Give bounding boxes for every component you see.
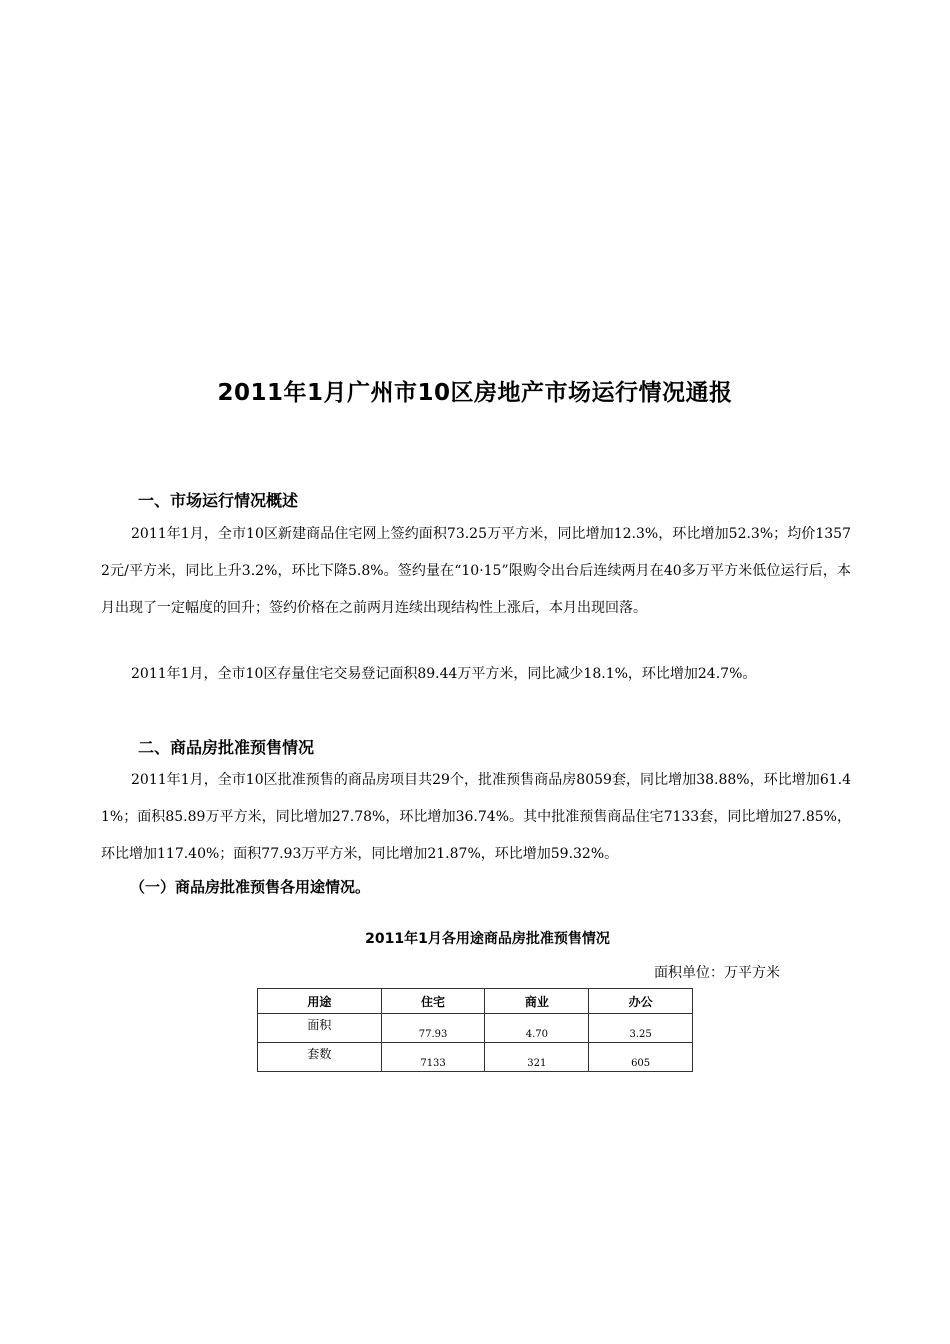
presale-subheading: （一）商品房批准预售各用途情况。 xyxy=(130,878,371,896)
table-row-label: 套数 xyxy=(258,1043,382,1072)
table-header-cell: 办公 xyxy=(589,989,693,1014)
table-header-cell: 商业 xyxy=(485,989,589,1014)
overview-paragraph-2: 2011年1月，全市10区存量住宅交易登记面积89.44万平方米，同比减少18.1%，环比增加24.7%。 xyxy=(131,666,757,682)
table-row xyxy=(258,1014,693,1043)
table-cell: 4.70 xyxy=(485,1014,589,1043)
table-title: 2011年1月各用途商品房批准预售情况 xyxy=(365,931,610,947)
document-title: 2011年1月广州市10区房地产市场运行情况通报 xyxy=(217,380,733,406)
table-cell: 605 xyxy=(589,1043,693,1072)
table-cell: 321 xyxy=(485,1043,589,1072)
table-row xyxy=(258,1043,693,1072)
table-unit-note: 面积单位：万平方米 xyxy=(654,965,780,981)
table-cell: 77.93 xyxy=(381,1014,485,1043)
overview-paragraph-1: 2011年1月，全市10区新建商品住宅网上签约面积73.25万平方米，同比增加12.3%，环比增加52.3%；均价13572元/平方米，同比上升3.2%，环比下降5.8%。签约量在“10·15”限购令出台后连续两月在40多万平方米低位运行后，本月出现了一定幅度的回升；签约价格在之前两月连续出现结构性上涨后，本月出现回落。 xyxy=(101,526,851,616)
presale-table xyxy=(257,988,693,1072)
table-header-cell: 用途 xyxy=(258,989,382,1014)
section-heading-overview: 一、市场运行情况概述 xyxy=(138,491,299,510)
section-heading-presale: 二、商品房批准预售情况 xyxy=(138,738,315,757)
table-header-cell: 住宅 xyxy=(381,989,485,1014)
table-row-label: 面积 xyxy=(258,1014,382,1043)
table-cell: 7133 xyxy=(381,1043,485,1072)
table-header-row xyxy=(258,989,693,1014)
table-cell: 3.25 xyxy=(589,1014,693,1043)
presale-paragraph-1: 2011年1月，全市10区批准预售的商品房项目共29个，批准预售商品房8059套，同比增加38.88%，环比增加61.41%；面积85.89万平方米，同比增加27.78%，环比增加36.74%。其中批准预售商品住宅7133套，同比增加27.85%，环比增加117.40%；面积77.93万平方米，同比增加21.87%，环比增加59.32%。 xyxy=(101,772,851,862)
